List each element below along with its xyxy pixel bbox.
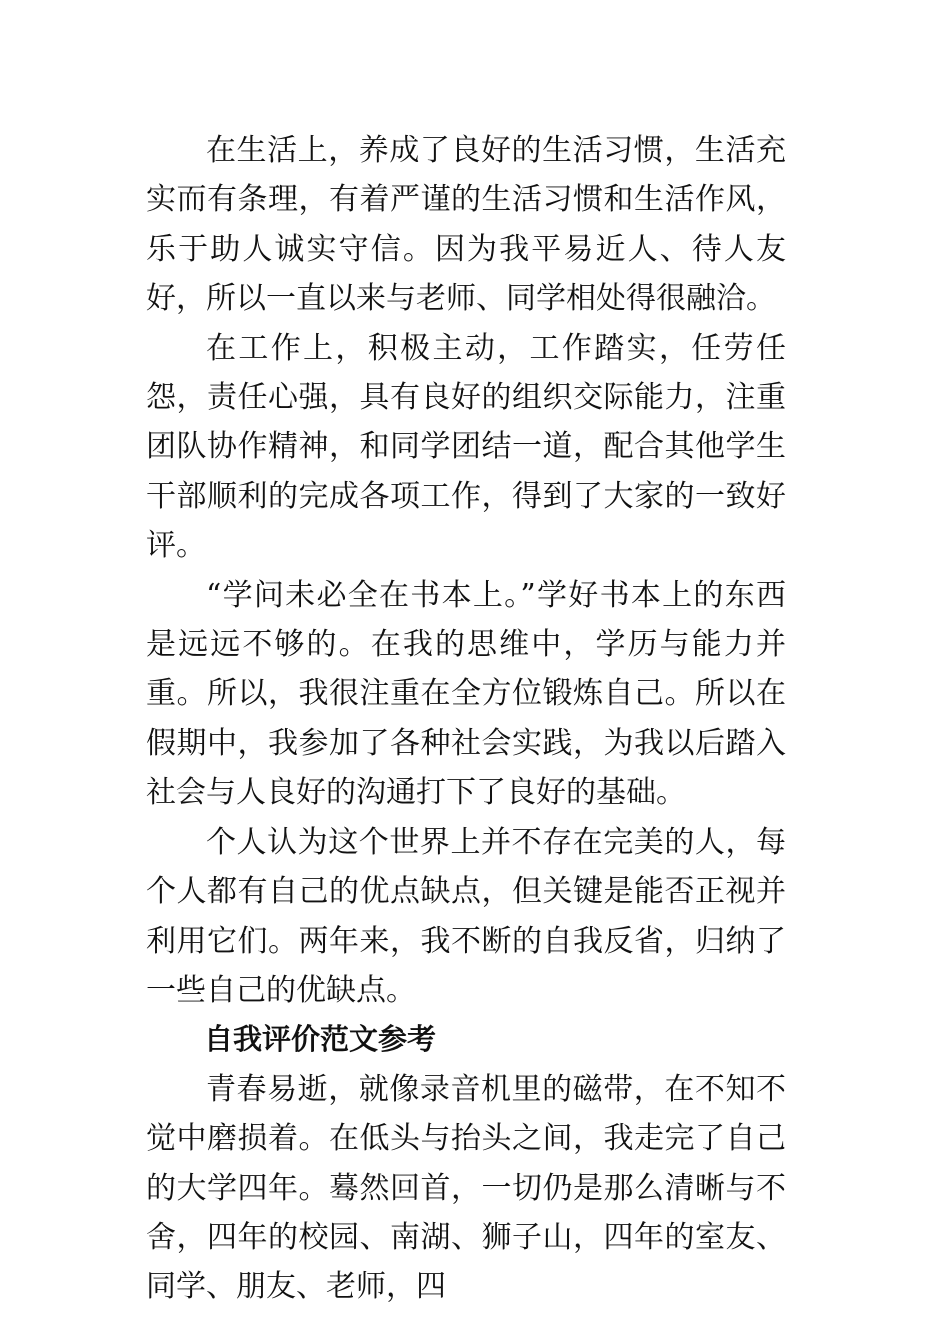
paragraph-youth: 青春易逝，就像录音机里的磁带，在不知不觉中磨损着。在低头与抬头之间，我走完了自己的大学四年。蓦然回首，一切仍是那么清晰与不舍，四年的校园、南湖、狮子山，四年的室友、同学、朋友、老师，四 — [146, 1071, 786, 1305]
section-heading: 自我评价范文参考 — [204, 1022, 437, 1057]
paragraph-life: 在生活上，养成了良好的生活习惯，生活充实而有条理，有着严谨的生活习惯和生活作风，乐于助人诚实守信。因为我平易近人、待人友好，所以一直以来与老师、同学相处得很融洽。 — [146, 133, 786, 317]
document-body — [146, 126, 786, 1312]
paragraph-learning: “学问未必全在书本上。”学好书本上的东西是远远不够的。在我的思维中，学历与能力并重。所以，我很注重在全方位锻炼自己。所以在假期中，我参加了各种社会实践，为我以后踏入社会与人良好的沟通打下了良好的基础。 — [146, 577, 786, 811]
paragraph-self-reflection: 个人认为这个世界上并不存在完美的人，每个人都有自己的优点缺点，但关键是能否正视并利用它们。两年来，我不断的自我反省，归纳了一些自己的优缺点。 — [146, 824, 786, 1008]
paragraph-work: 在工作上，积极主动，工作踏实，任劳任怨，责任心强，具有良好的组织交际能力，注重团队协作精神，和同学团结一道，配合其他学生干部顺利的完成各项工作，得到了大家的一致好评。 — [146, 330, 786, 564]
